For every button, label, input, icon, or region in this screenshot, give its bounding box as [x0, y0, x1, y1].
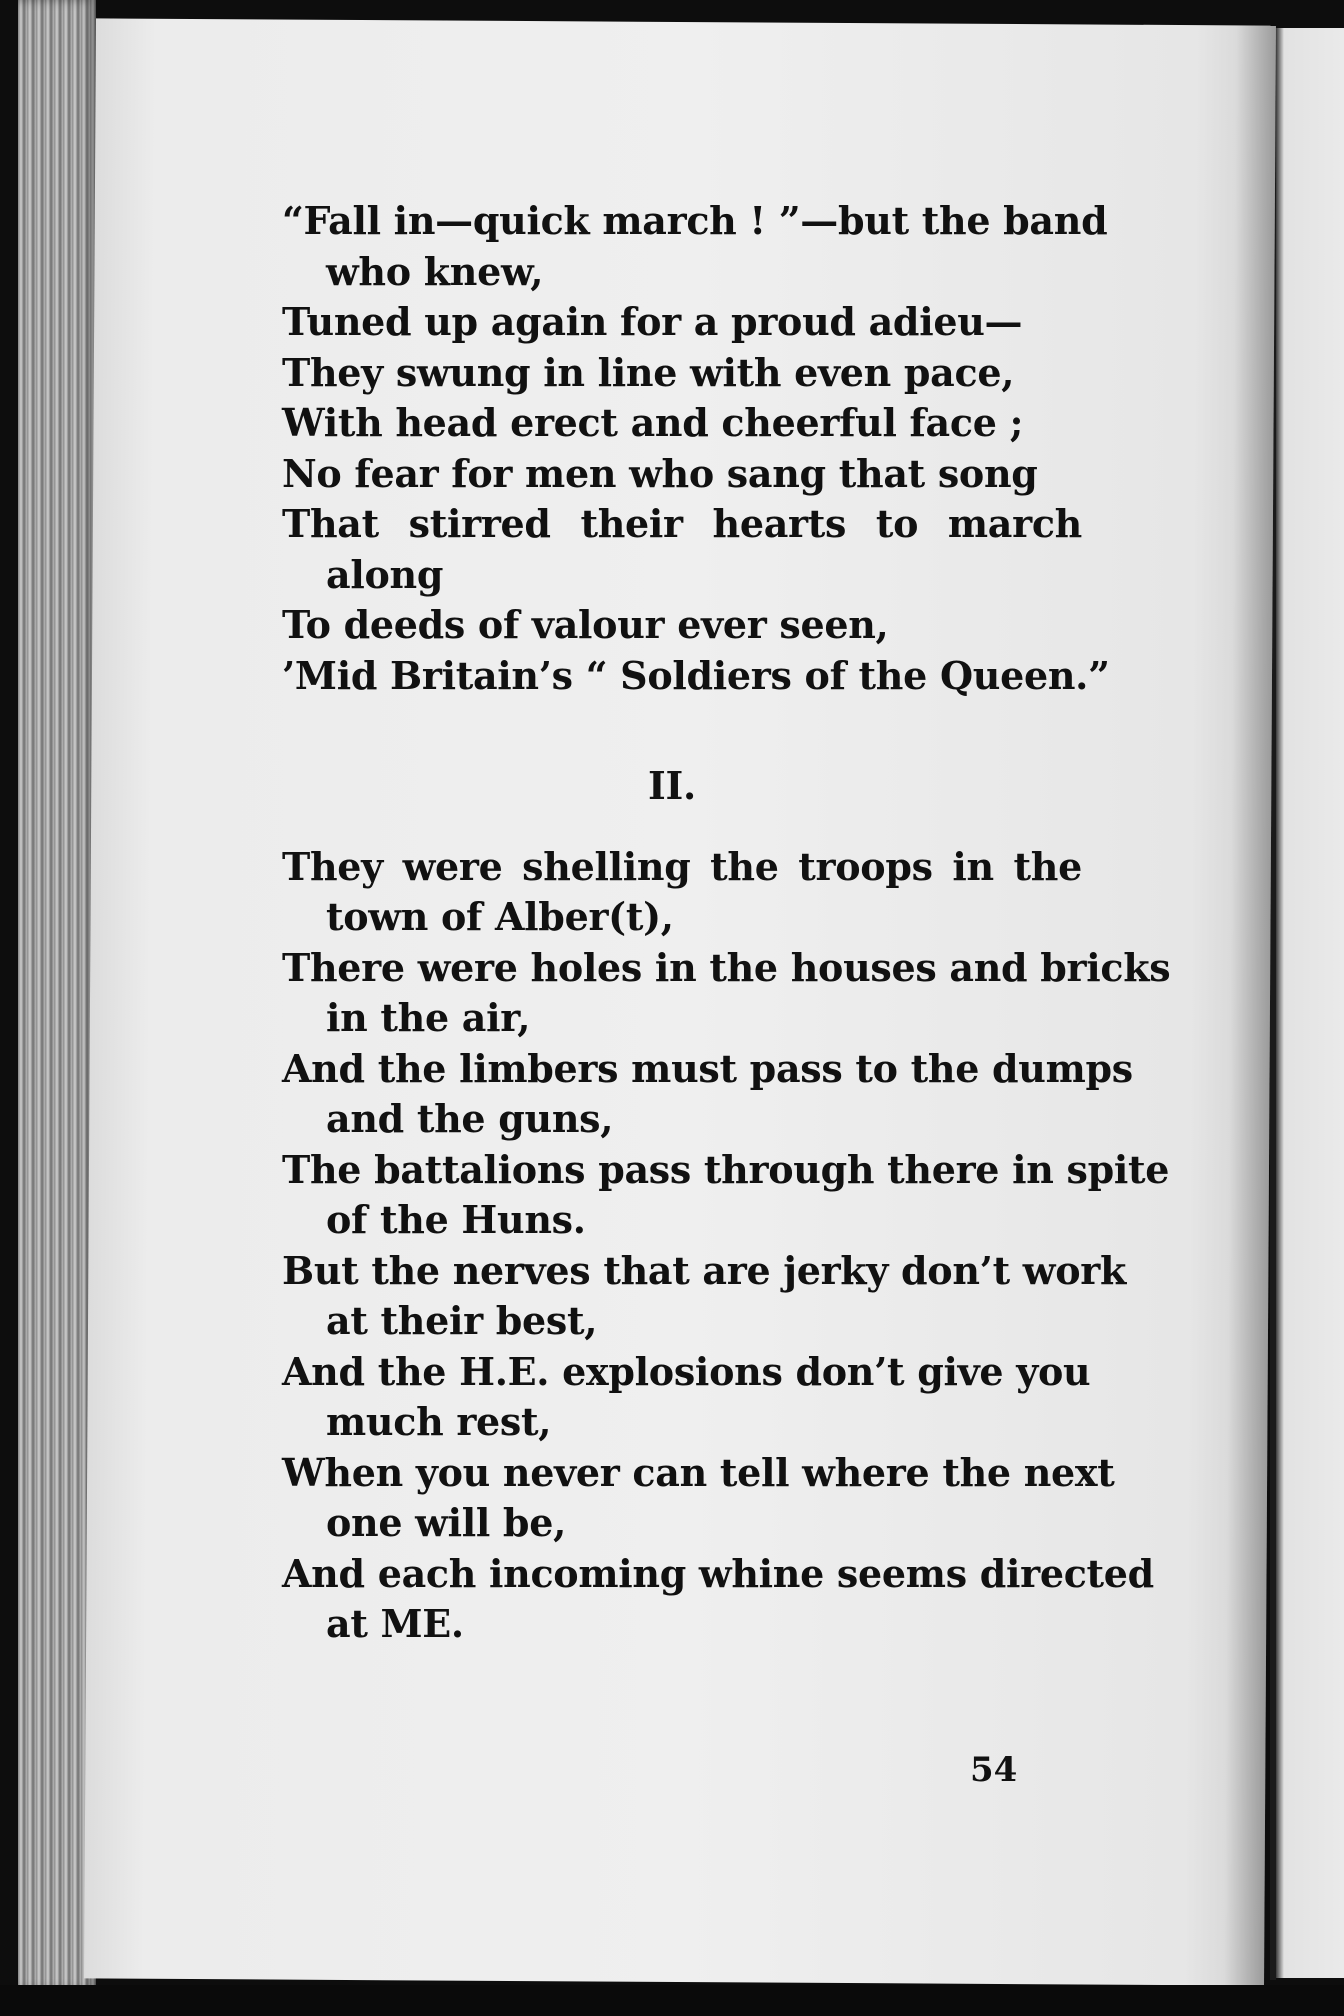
stanza-1 [282, 196, 1110, 701]
poem-line: “Fall in—quick march ! ”—but the band [282, 198, 1108, 243]
poem-line: And the limbers must pass to the dumps [282, 1045, 1133, 1091]
poem-line: But the nerves that are jerky don’t work [282, 1247, 1127, 1293]
poem-line: one will be, [326, 1500, 567, 1545]
poem-line: When you never can tell where the next [282, 1449, 1115, 1495]
poem-line: With head erect and cheerful face ; [282, 400, 1024, 445]
poem-line: They were shelling the troops in the [282, 843, 1082, 889]
poem-line: They swung in line with even pace, [282, 349, 1015, 395]
poem-line: That stirred their hearts to march [282, 501, 1082, 546]
poem-line: in the air, [326, 995, 531, 1040]
poem-line: and the guns, [326, 1096, 614, 1141]
scan-bottom-border [0, 1985, 1344, 2016]
poem-line: town of Alber(t), [326, 894, 674, 939]
poem-line: along [326, 551, 444, 597]
page-number: 54 [970, 1750, 1018, 1790]
poem-line: And each incoming whine seems directed [282, 1550, 1154, 1596]
poem-line: And the H.E. explosions don’t give you [282, 1348, 1091, 1394]
poem-line: at their best, [326, 1298, 598, 1343]
poem-line: at ME. [326, 1601, 464, 1646]
poem-line: much rest, [326, 1399, 552, 1444]
poem-line: To deeds of valour ever seen, [282, 602, 889, 647]
stanza-2 [282, 842, 1171, 1650]
facing-page-edge [1270, 28, 1344, 1978]
poem-line: ’Mid Britain’s “ Soldiers of the Queen.” [282, 652, 1110, 698]
poem-line: There were holes in the houses and bricks [282, 944, 1171, 990]
poem-line: who knew, [326, 248, 544, 294]
poem-line: No fear for men who sang that song [282, 450, 1038, 496]
poem-line: The battalions pass through there in spite [282, 1146, 1170, 1192]
poem-line: of the Huns. [326, 1197, 586, 1242]
poem-line: Tuned up again for a proud adieu— [282, 299, 1023, 344]
poem-body [282, 196, 1171, 1650]
page-edges [18, 0, 96, 1990]
section-number: II. [648, 763, 696, 808]
gutter-shadow [1224, 25, 1276, 1985]
